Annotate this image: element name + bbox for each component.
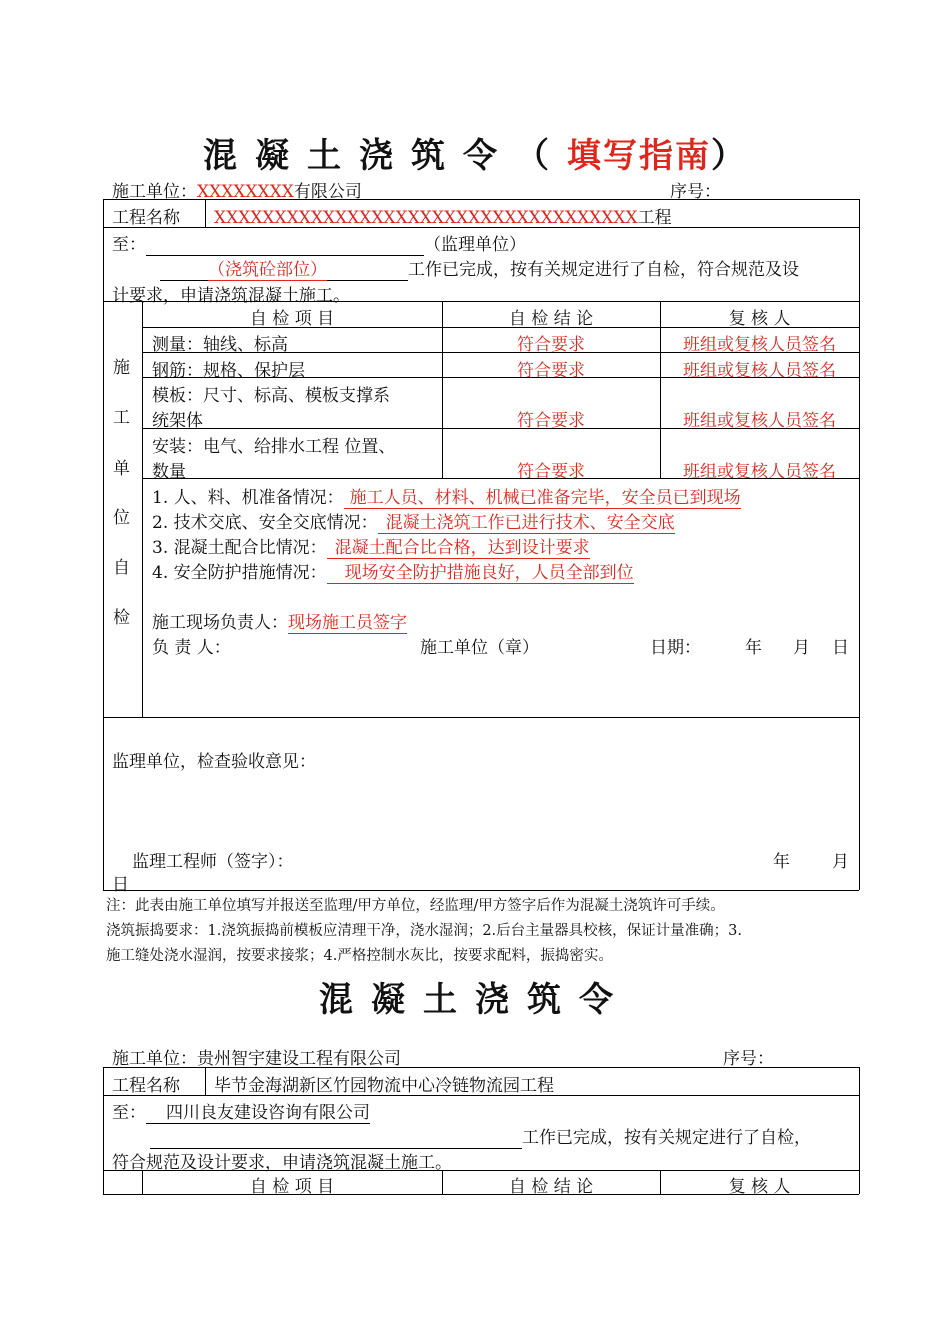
date-label: 日期： [650, 638, 701, 658]
table-row-result: 符合要求 [517, 411, 585, 431]
form1-side-label-2: 工 [113, 408, 130, 428]
table-row-result: 符合要求 [517, 361, 585, 381]
responsible-label: 负 责 人： [152, 638, 231, 658]
form1-col-result: 自 检 结 论 [508, 309, 594, 329]
table-row-reviewer: 班组或复核人员签名 [683, 411, 836, 431]
table-row-reviewer: 班组或复核人员签名 [683, 361, 836, 381]
table-row-item-cont: 统架体 [152, 411, 203, 431]
form1-side-label-4: 位 [113, 508, 130, 528]
table-row-item: 钢筋：规格、保护层 [152, 361, 305, 381]
note-line-1: 注：此表由施工单位填写并报送至监理/甲方单位，经监理/甲方签字后作为混凝土浇筑许可手续。 [106, 898, 725, 914]
check-item-4: 4. 安全防护措施情况： 现场安全防护措施良好，人员全部到位 [152, 563, 634, 583]
note-line-2: 浇筑振捣要求：1.浇筑振捣前模板应清理干净，浇水湿润；2.后台主量器具校核，保证计量准确；3. [106, 923, 742, 939]
check-item-1: 1. 人、料、机准备情况： 施工人员、材料、机械已准备完毕，安全员已到现场 [152, 488, 741, 508]
form1-to-line: 至： （监理单位） [112, 235, 526, 255]
note-line-3: 施工缝处浇水湿润，按要求接浆；4.严格控制水灰比，按要求配料，振捣密实。 [106, 948, 613, 964]
form1-serial-label: 序号： [670, 182, 721, 202]
form2-col-item: 自 检 项 目 [249, 1177, 335, 1197]
form2-col-reviewer: 复 核 人 [728, 1177, 791, 1197]
form2-request-line2: 符合规范及设计要求，申请浇筑混凝土施工。 [112, 1153, 452, 1173]
site-lead-signature: 现场施工员签字 [288, 613, 407, 633]
form1-side-label-6: 检 [113, 608, 130, 628]
form1-pour-part: （浇筑砼部位） [208, 260, 327, 280]
form2-unit-line: 施工单位：贵州智宇建设工程有限公司 [112, 1049, 401, 1069]
form1-title-guide: 填写指南 [567, 136, 711, 176]
table-row-reviewer: 班组或复核人员签名 [683, 335, 836, 355]
form1-col-item: 自 检 项 目 [249, 309, 335, 329]
form1-side-label-5: 自 [113, 558, 130, 578]
table-row-item: 模板：尺寸、标高、模板支撑系 [152, 386, 390, 406]
table-row-reviewer: 班组或复核人员签名 [683, 462, 836, 482]
form2-request-line1: 工作已完成，按有关规定进行了自检， [150, 1123, 811, 1149]
form2-title: 混凝土浇筑令 [319, 980, 631, 1020]
form2-serial-label: 序号： [723, 1049, 774, 1069]
form2-project-label: 工程名称 [112, 1076, 180, 1096]
form2-to-line: 至： 四川良友建设咨询有限公司 [112, 1098, 370, 1124]
form1-side-label-3: 单 [113, 459, 130, 479]
form1-side-label-1: 施 [113, 358, 130, 378]
form1-project-label: 工程名称 [112, 208, 180, 228]
form1-request-line2: 计要求，申请浇筑混凝土施工。 [112, 286, 350, 306]
site-lead-line: 施工现场负责人：现场施工员签字 [152, 613, 407, 633]
engineer-sign-label: 监理工程师（签字）： [132, 852, 294, 872]
supervision-opinion-label: 监理单位，检查验收意见： [112, 752, 316, 772]
stamp-label: 施工单位（章） [420, 638, 539, 658]
check-item-2: 2. 技术交底、安全交底情况： 混凝土浇筑工作已进行技术、安全交底 [152, 513, 675, 533]
table-row-item: 安装：电气、给排水工程 位置、 [152, 437, 396, 457]
form2-col-result: 自 检 结 论 [508, 1177, 594, 1197]
form1-col-reviewer: 复 核 人 [728, 309, 791, 329]
form1-title: 混凝土浇筑令（填写指南） [203, 136, 747, 176]
table-row-item: 测量：轴线、标高 [152, 335, 288, 355]
table-row-item-cont: 数量 [152, 462, 186, 482]
form2-project-name: 毕节金海湖新区竹园物流中心冷链物流园工程 [214, 1076, 554, 1096]
form1-request-line1: （浇筑砼部位） 工作已完成，按有关规定进行了自检，符合规范及设 [160, 255, 799, 281]
form1-unit-line: 施工单位：XXXXXXXX有限公司 [112, 182, 362, 202]
table-row-result: 符合要求 [517, 462, 585, 482]
check-item-3: 3. 混凝土配合比情况： 混凝土配合比合格，达到设计要求 [152, 538, 590, 558]
table-row-result: 符合要求 [517, 335, 585, 355]
form1-project-name: XXXXXXXXXXXXXXXXXXXXXXXXXXXXXXXXXXX工程 [214, 208, 672, 228]
